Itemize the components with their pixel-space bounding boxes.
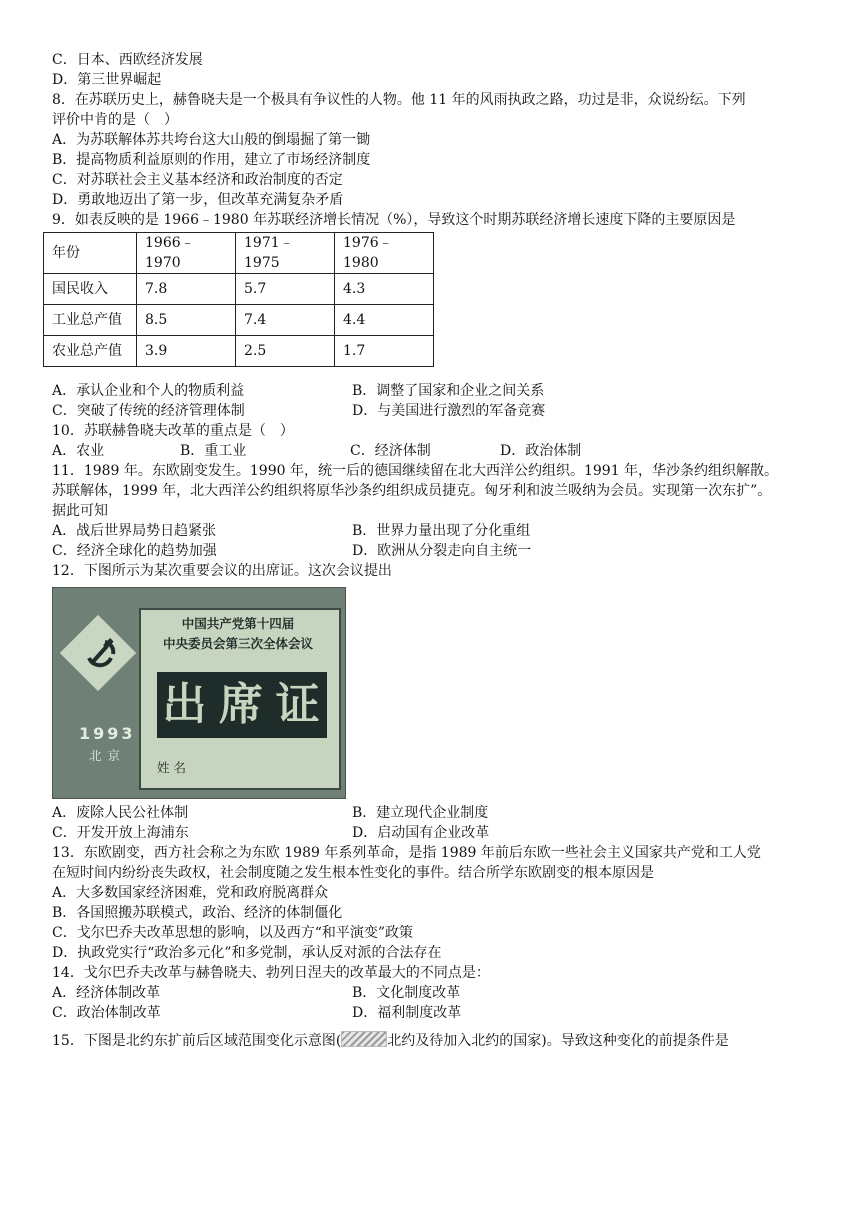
question-15-stem (52, 1031, 822, 1051)
question-13-stem: 13．东欧剧变，西方社会称之为东欧 1989 年系列革命，是指 1989 年前后东欧一些社会主义国家共产党和工人党 (52, 845, 761, 861)
option-row (52, 983, 822, 1003)
question-12-stem: 12．下图所示为某次重要会议的出席证。这次会议提出 (52, 563, 392, 579)
option-line: D．第三世界崛起 (52, 72, 162, 88)
question-11-option-b: B．世界力量出现了分化重组 (352, 523, 531, 539)
option-row (52, 1003, 822, 1023)
question-13-option-c: C．戈尔巴乔夫改革思想的影响，以及西方“和平演变”政策 (52, 925, 414, 941)
question-10-option-c: C．经济体制 (350, 443, 431, 459)
table-row (44, 336, 434, 367)
table-cell: 农业总产值 (44, 336, 137, 367)
question-10-option-b: B．重工业 (180, 443, 247, 459)
table-cell: 2.5 (236, 336, 335, 367)
question-9-option-b: B．调整了国家和企业之间关系 (352, 383, 545, 399)
question-8-stem: 评价中肯的是（ ） (52, 112, 178, 128)
option-row (52, 823, 822, 843)
question-9-option-d: D．与美国进行激烈的军备竞赛 (352, 403, 546, 419)
table-cell: 5.7 (236, 274, 335, 305)
table-cell: 工业总产值 (44, 305, 137, 336)
question-8-stem: 8．在苏联历史上，赫鲁晓夫是一个极具有争议性的人物。他 11 年的风雨执政之路，功过是非，众说纷纭。下列 (52, 92, 746, 108)
certificate-title: 中国共产党第十四届 (181, 616, 295, 631)
question-14-option-a: A．经济体制改革 (52, 985, 161, 1001)
question-11-option-d: D．欧洲从分裂走向自主统一 (352, 543, 532, 559)
option-row (52, 381, 822, 401)
option-row (52, 401, 822, 421)
table-cell: 8.5 (137, 305, 236, 336)
question-8-option-c: C．对苏联社会主义基本经济和政治制度的否定 (52, 172, 343, 188)
table-header-cell: 年份 (44, 233, 137, 274)
table-header-cell: 1976﹣1980 (335, 233, 434, 274)
table-cell: 4.3 (335, 274, 434, 305)
question-12-option-a: A．废除人民公社体制 (52, 805, 189, 821)
table-cell: 国民收入 (44, 274, 137, 305)
question-10-option-d: D．政治体制 (500, 443, 582, 459)
option-line: C．日本、西欧经济发展 (52, 52, 203, 68)
table-row (44, 305, 434, 336)
question-9-option-c: C．突破了传统的经济管理体制 (52, 403, 245, 419)
question-15-stem-start: 15．下图是北约东扩前后区域范围变化示意图( (52, 1033, 342, 1049)
question-14-option-d: D．福利制度改革 (352, 1005, 462, 1021)
question-11-stem: 苏联解体，1999 年，北大西洋公约组织将原华沙条约组织成员捷克。匈牙利和波兰吸纳为会员。实现第一次东扩”。 (52, 483, 772, 499)
question-15-stem-end: 北约及待加入北约的国家)。导致这种变化的前提条件是 (387, 1033, 729, 1049)
certificate-big-text (157, 672, 327, 738)
question-11-stem: 11．1989 年。东欧剧变发生。1990 年，统一后的德国继续留在北大西洋公约组织。1991 年，华沙条约组织解散。 (52, 463, 779, 479)
question-14-option-c: C．政治体制改革 (52, 1005, 161, 1021)
question-12-option-b: B．建立现代企业制度 (352, 805, 489, 821)
question-13-option-d: D．执政党实行“政治多元化”和多党制，承认反对派的合法存在 (52, 945, 442, 961)
certificate-char: 出 (162, 679, 209, 730)
hammer-sickle-icon (75, 628, 125, 678)
table-header-cell: 1966﹣1970 (137, 233, 236, 274)
question-11-stem: 据此可知 (52, 503, 108, 519)
question-14-stem: 14．戈尔巴乔夫改革与赫鲁晓夫、勃列日涅夫的改革最大的不同点是： (52, 965, 490, 981)
question-9-option-a: A．承认企业和个人的物质利益 (52, 383, 245, 399)
certificate-char: 席 (218, 679, 265, 730)
table-cell: 7.4 (236, 305, 335, 336)
table-header-cell: 1971﹣1975 (236, 233, 335, 274)
question-14-option-b: B．文化制度改革 (352, 985, 461, 1001)
economic-growth-table (43, 232, 434, 367)
table-cell: 4.4 (335, 305, 434, 336)
attendance-certificate-image (52, 587, 346, 799)
table-header-row (44, 233, 434, 274)
hatched-legend-icon (341, 1031, 387, 1047)
question-8-option-a: A．为苏联解体苏共垮台这大山般的倒塌掘了第一锄 (52, 132, 371, 148)
question-8-option-d: D．勇敢地迈出了第一步，但改革充满复杂矛盾 (52, 192, 344, 208)
option-row (52, 541, 822, 561)
table-row (44, 274, 434, 305)
table-cell: 3.9 (137, 336, 236, 367)
question-11-option-a: A．战后世界局势日趋紧张 (52, 523, 217, 539)
question-10-option-a: A．农业 (52, 443, 105, 459)
certificate-year: 1993 (79, 724, 136, 743)
option-row (52, 803, 822, 823)
question-8-option-b: B．提高物质利益原则的作用，建立了市场经济制度 (52, 152, 371, 168)
question-13-stem: 在短时间内纷纷丧失政权，社会制度随之发生根本性变化的事件。结合所学东欧剧变的根本原因是 (52, 865, 654, 881)
question-9-stem: 9．如表反映的是 1966﹣1980 年苏联经济增长情况（%），导致这个时期苏联经济增长速度下降的主要原因是 (52, 212, 736, 228)
exam-page (52, 50, 822, 1051)
table-cell: 1.7 (335, 336, 434, 367)
certificate-subtitle: 中央委员会第三次全体会议 (162, 636, 313, 651)
question-12-option-c: C．开发开放上海浦东 (52, 825, 189, 841)
question-10-stem: 10．苏联赫鲁晓夫改革的重点是（ ） (52, 423, 294, 439)
question-12-option-d: D．启动国有企业改革 (352, 825, 490, 841)
option-row (52, 521, 822, 541)
question-11-option-c: C．经济全球化的趋势加强 (52, 543, 217, 559)
certificate-char: 证 (275, 679, 322, 730)
question-13-option-b: B．各国照搬苏联模式，政治、经济的体制僵化 (52, 905, 343, 921)
question-13-option-a: A．大多数国家经济困难，党和政府脱离群众 (52, 885, 329, 901)
certificate-city: 北京 (89, 748, 127, 763)
option-row (52, 441, 822, 461)
certificate-name-label: 姓名 (157, 760, 191, 775)
table-cell: 7.8 (137, 274, 236, 305)
